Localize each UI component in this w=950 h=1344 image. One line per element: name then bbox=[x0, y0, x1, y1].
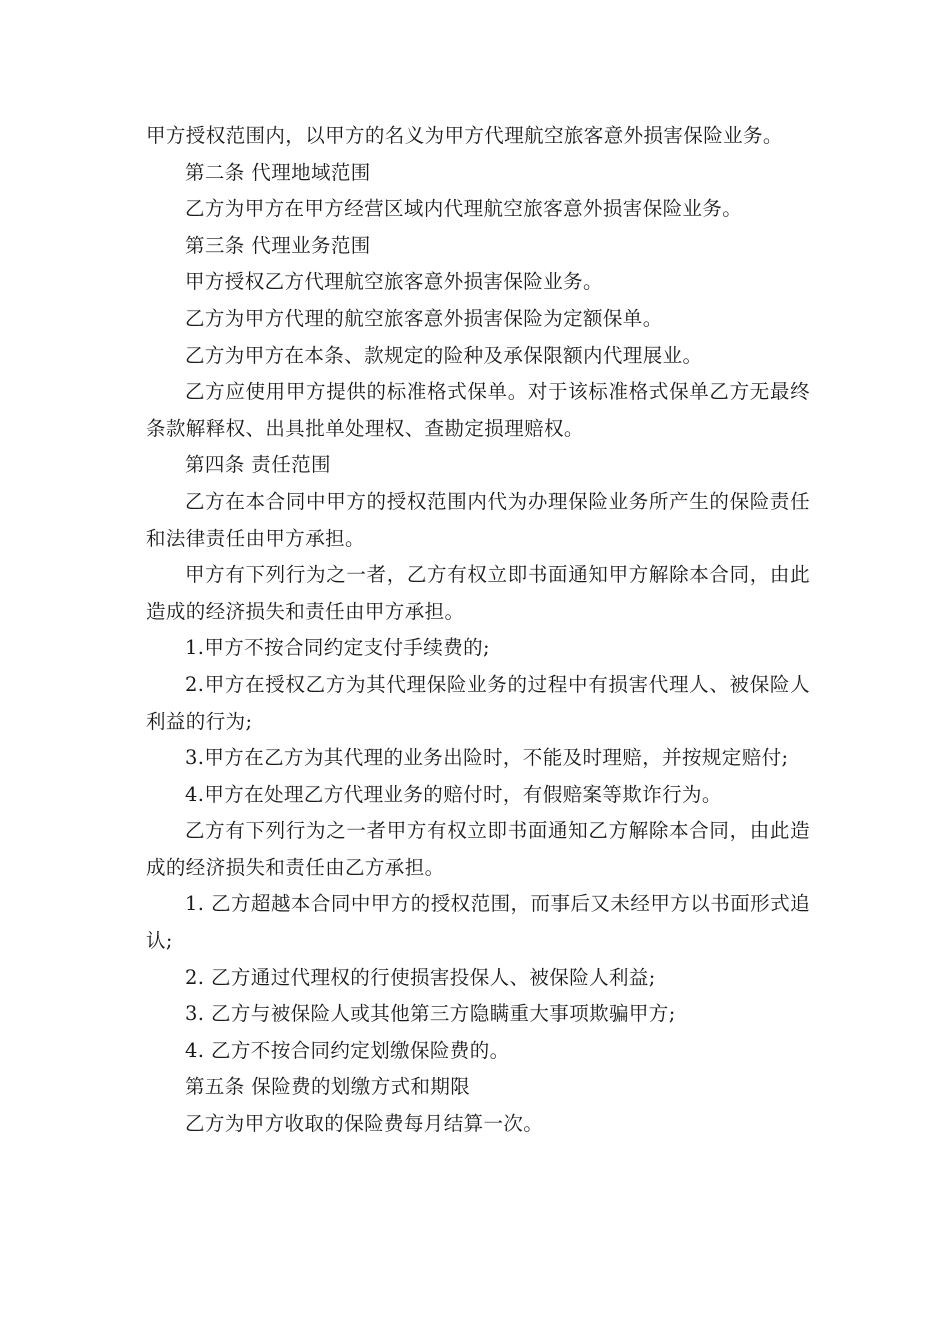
document-body bbox=[146, 118, 810, 1143]
list-item: 3.甲方在乙方为其代理的业务出险时，不能及时理赔，并按规定赔付; bbox=[185, 746, 789, 770]
paragraph: 乙方为甲方代理的航空旅客意外损害保险为定额保单。 bbox=[185, 306, 663, 330]
article-heading-2: 第二条 代理地域范围 bbox=[185, 160, 371, 184]
article-heading-3: 第三条 代理业务范围 bbox=[185, 233, 371, 257]
article-heading-5: 第五条 保险费的划缴方式和期限 bbox=[185, 1075, 471, 1099]
paragraph: 甲方授权乙方代理航空旅客意外损害保险业务。 bbox=[185, 270, 603, 294]
list-item: 2. 乙方通过代理权的行使损害投保人、被保险人利益; bbox=[185, 965, 656, 989]
list-item: 4. 乙方不按合同约定划缴保险费的。 bbox=[185, 1038, 510, 1062]
list-item: 1.甲方不按合同约定支付手续费的; bbox=[185, 636, 490, 660]
list-item: 4.甲方在处理乙方代理业务的赔付时，有假赔案等欺诈行为。 bbox=[185, 782, 722, 806]
paragraph: 乙方在本合同中甲方的授权范围内代为办理保险业务所产生的保险责任和法律责任由甲方承担。 bbox=[146, 489, 810, 550]
paragraph: 乙方为甲方收取的保险费每月结算一次。 bbox=[185, 1112, 544, 1136]
list-item: 2.甲方在授权乙方为其代理保险业务的过程中有损害代理人、被保险人利益的行为; bbox=[146, 672, 810, 733]
paragraph: 甲方有下列行为之一者，乙方有权立即书面通知甲方解除本合同，由此造成的经济损失和责任由甲方承担。 bbox=[146, 563, 810, 623]
article-heading-4: 第四条 责任范围 bbox=[185, 453, 331, 477]
paragraph: 乙方为甲方在本条、款规定的险种及承保限额内代理展业。 bbox=[185, 343, 703, 367]
list-item: 3. 乙方与被保险人或其他第三方隐瞒重大事项欺骗甲方; bbox=[185, 1002, 676, 1026]
paragraph: 乙方应使用甲方提供的标准格式保单。对于该标准格式保单乙方无最终条款解释权、出具批单处理权、查勘定损理赔权。 bbox=[146, 380, 810, 440]
list-item: 1. 乙方超越本合同中甲方的授权范围，而事后又未经甲方以书面形式追认; bbox=[146, 892, 810, 953]
paragraph: 乙方有下列行为之一者甲方有权立即书面通知乙方解除本合同，由此造成的经济损失和责任由乙方承担。 bbox=[146, 819, 810, 879]
paragraph-continuation: 甲方授权范围内，以甲方的名义为甲方代理航空旅客意外损害保险业务。 bbox=[146, 124, 783, 147]
paragraph: 乙方为甲方在甲方经营区域内代理航空旅客意外损害保险业务。 bbox=[185, 197, 743, 221]
